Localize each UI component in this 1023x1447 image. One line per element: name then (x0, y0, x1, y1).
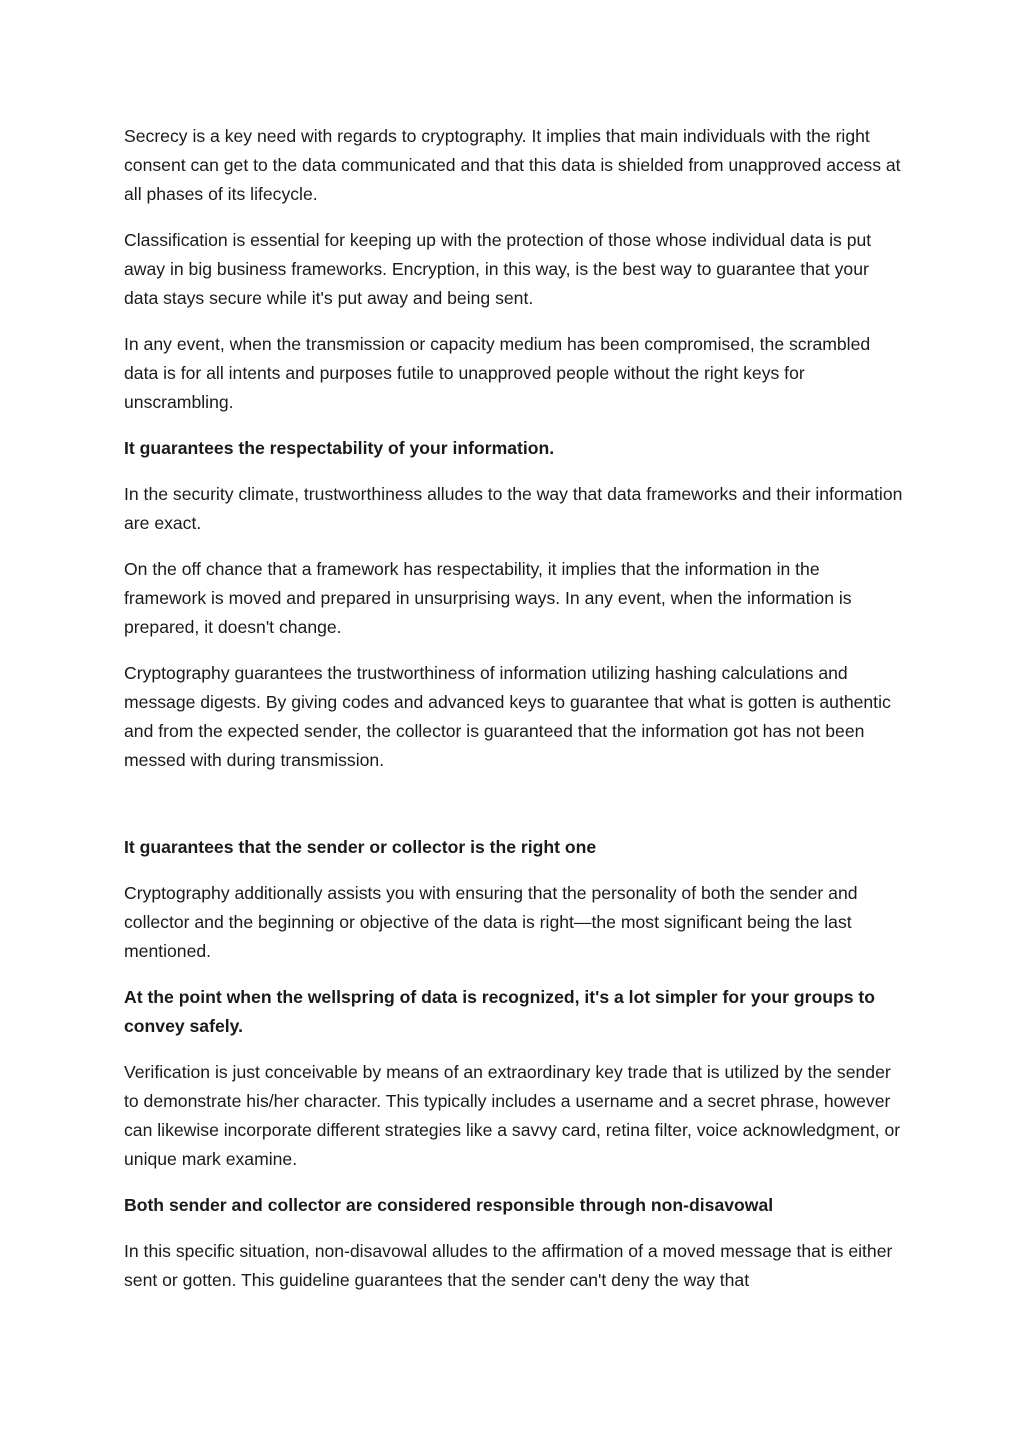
heading-right-sender: It guarantees that the sender or collector is the right one (124, 837, 597, 857)
paragraph-secrecy: Secrecy is a key need with regards to cryptography. It implies that main individuals with the right consent can get to the data communicated and that this data is shielded from unapproved access at all phases of its lifecycle. (124, 126, 901, 204)
paragraph-classification: Classification is essential for keeping up with the protection of those whose individual data is put away in big business frameworks. Encryption, in this way, is the best way to guarantee that your data stays secure while it's put away and being sent. (124, 230, 872, 308)
heading-respectability: It guarantees the respectability of your information. (124, 438, 555, 458)
paragraph-framework-respectability: On the off chance that a framework has respectability, it implies that the information in the framework is moved and prepared in unsurprising ways. In any event, when the information is prepared, it doesn't change. (124, 559, 852, 637)
document-page (124, 122, 904, 1312)
paragraph-trustworthiness: In the security climate, trustworthiness alludes to the way that data frameworks and their information are exact. (124, 484, 903, 533)
paragraph-hashing: Cryptography guarantees the trustworthiness of information utilizing hashing calculations and message digests. By giving codes and advanced keys to guarantee that what is gotten is authentic and from the expected sender, the collector is guaranteed that the information got has not been messed with during transmission. (124, 663, 891, 770)
heading-non-disavowal: Both sender and collector are considered responsible through non-disavowal (124, 1195, 774, 1215)
paragraph-non-disavowal: In this specific situation, non-disavowal alludes to the affirmation of a moved message that is either sent or gotten. This guideline guarantees that the sender can't deny the way that (124, 1241, 893, 1290)
paragraph-personality: Cryptography additionally assists you with ensuring that the personality of both the sender and collector and the beginning or objective of the data is right—the most significant being the last mentioned. (124, 883, 858, 961)
heading-wellspring: At the point when the wellspring of data is recognized, it's a lot simpler for your groups to convey safely. (124, 987, 875, 1036)
paragraph-verification: Verification is just conceivable by means of an extraordinary key trade that is utilized by the sender to demonstrate his/her character. This typically includes a username and a secret phrase, however can likewise incorporate different strategies like a savvy card, retina filter, voice acknowledgment, or unique mark examine. (124, 1062, 901, 1169)
paragraph-compromised-medium: In any event, when the transmission or capacity medium has been compromised, the scrambled data is for all intents and purposes futile to unapproved people without the right keys for unscrambling. (124, 334, 871, 412)
